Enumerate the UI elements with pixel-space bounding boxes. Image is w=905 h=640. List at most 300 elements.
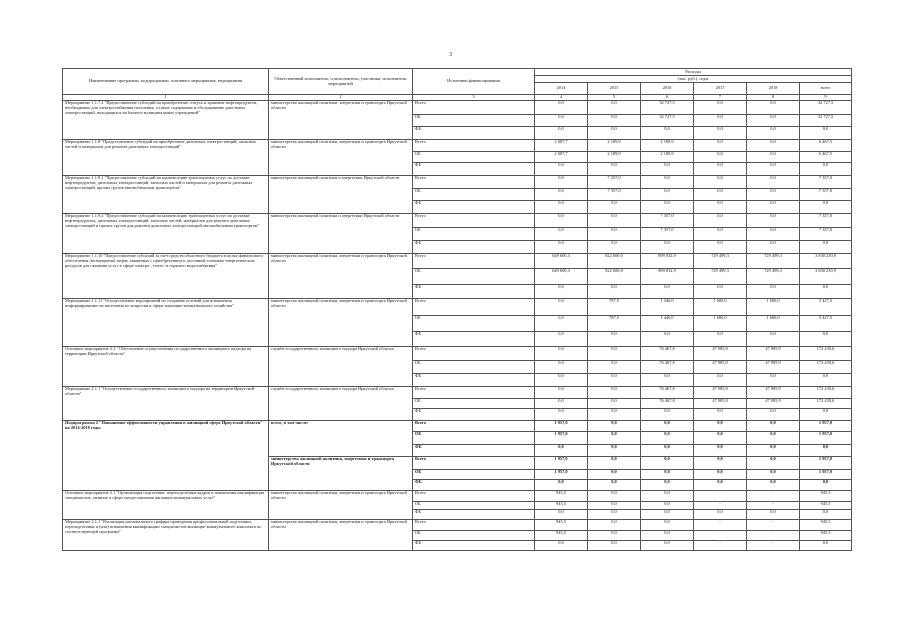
program-name: Мероприятие 1.1.9.2 "Предоставление субсидий на компенсацию транспортных услуг по доставке нефтепродуктов, дизельных электростанций, запасных частей, материалов для ремонта дизельных электростанций и прочих грузов для ремонта дизельных электростанций автомобильным транспортом" bbox=[63, 213, 269, 254]
source-cell: ОБ bbox=[413, 469, 535, 479]
value-cell: 945,5 bbox=[800, 530, 852, 540]
value-cell: 0,0 bbox=[588, 479, 641, 491]
value-cell: 0,0 bbox=[800, 510, 852, 520]
executor-cell: министерство жилищной политики и энергетики Иркутской области bbox=[269, 213, 413, 254]
value-cell: 2 189,9 bbox=[641, 151, 694, 163]
value-cell: 0,0 bbox=[535, 200, 588, 213]
value-cell: 0,0 bbox=[800, 241, 852, 254]
value-cell: 945,5 bbox=[535, 501, 588, 510]
header-executor: Ответственный исполнитель, соисполнители, участники, исполнители мероприятий bbox=[269, 69, 413, 95]
value-cell: 1 957,0 bbox=[535, 432, 588, 445]
value-cell: 0,0 bbox=[800, 200, 852, 213]
value-cell: 0,0 bbox=[641, 189, 694, 201]
value-cell: 0,0 bbox=[800, 284, 852, 298]
value-cell: 0,0 bbox=[641, 469, 694, 479]
program-name: Основное мероприятие 2.1. "Обеспечение осуществления государственного жилищного надзора на территории Иркутской области" bbox=[63, 346, 269, 387]
source-cell: ФБ bbox=[413, 284, 535, 298]
value-cell: 0,0 bbox=[588, 409, 641, 421]
executor-cell: служба государственного жилищного надзора Иркутской области bbox=[269, 387, 413, 420]
value-cell: 0,0 bbox=[800, 127, 852, 140]
source-cell: ОБ bbox=[413, 228, 535, 241]
value-cell: 47 985,9 bbox=[747, 346, 800, 360]
value-cell: 945,5 bbox=[535, 530, 588, 540]
source-cell: ОБ bbox=[413, 501, 535, 510]
value-cell: 0,0 bbox=[588, 241, 641, 254]
value-cell: 0,0 bbox=[747, 420, 800, 432]
value-cell: - bbox=[694, 501, 747, 510]
program-name: Мероприятие 2.1.1 "Реализация регионального графика проведения профессиональной подготовки, переподготовки и (или) повышения квалификации специалистов жилищно-коммунального комплекса по соответствующей программе" bbox=[63, 520, 269, 551]
value-cell: 7 357,0 bbox=[588, 176, 641, 189]
source-cell: ФБ bbox=[413, 510, 535, 520]
value-cell: 47 985,9 bbox=[694, 387, 747, 399]
value-cell: 0,0 bbox=[641, 510, 694, 520]
value-cell: 6 467,5 bbox=[800, 140, 852, 152]
value-cell: 7 357,0 bbox=[800, 228, 852, 241]
subprogram-name: Подпрограмма 2 "Повышение эффективности управления в жилищной сфере Иркутской области" на 2014-2018 годы bbox=[63, 420, 269, 491]
value-cell: 3 830 230,9 bbox=[800, 254, 852, 268]
value-cell: 729 499,3 bbox=[694, 268, 747, 284]
source-cell: ФБ bbox=[413, 409, 535, 421]
source-cell: ФБ bbox=[413, 374, 535, 387]
source-cell: ФБ bbox=[413, 241, 535, 254]
value-cell: 0,0 bbox=[694, 445, 747, 457]
value-cell: 0,0 bbox=[588, 432, 641, 445]
value-cell: 47 985,9 bbox=[694, 398, 747, 408]
value-cell: 0,0 bbox=[535, 189, 588, 201]
value-cell: 0,0 bbox=[535, 409, 588, 421]
executor-cell: министерство жилищной политики, энергетики и транспорта Иркутской области bbox=[269, 491, 413, 520]
value-cell: 945,5 bbox=[535, 520, 588, 530]
value-cell: - bbox=[694, 540, 747, 550]
value-cell: 0,0 bbox=[800, 445, 852, 457]
value-cell: 729 499,3 bbox=[747, 254, 800, 268]
header-total: всего bbox=[800, 83, 852, 95]
value-cell: 0,0 bbox=[588, 127, 641, 140]
value-cell: 7 357,0 bbox=[800, 189, 852, 201]
value-cell: 0,0 bbox=[588, 284, 641, 298]
source-cell: Всего bbox=[413, 520, 535, 530]
table-row bbox=[63, 213, 852, 227]
value-cell: 0,0 bbox=[694, 200, 747, 213]
value-cell: 0,0 bbox=[694, 151, 747, 163]
value-cell: 2 087,7 bbox=[535, 140, 588, 152]
source-cell: Всего bbox=[413, 176, 535, 189]
program-name: Мероприятие 1.1.8 "Предоставление субсидий на приобретение дизельных электростанций, запасных частей и материалов для ремонта дизельных электростанций" bbox=[63, 140, 269, 176]
value-cell: 2 189,9 bbox=[588, 140, 641, 152]
program-name: Мероприятие 1.1.10 "Предоставление субсидий за счет средств областного бюджета в целях финансового обеспечения (возмещения) затрат, связанных с приобретением и доставкой топливно-энергетических ресурсов для оказания услуг в сфере электро-, тепло- и горячего водоснабжения" bbox=[63, 254, 269, 299]
header-name: Наименование программы, подпрограммы, основного мероприятия, мероприятия bbox=[63, 69, 269, 95]
value-cell: 0,0 bbox=[694, 332, 747, 346]
source-cell: Всего bbox=[413, 346, 535, 360]
value-cell: 1 600,0 bbox=[747, 316, 800, 332]
value-cell: 76 467,8 bbox=[641, 361, 694, 374]
value-cell: - bbox=[747, 530, 800, 540]
value-cell: 1 957,0 bbox=[535, 456, 588, 469]
source-cell: ФБ bbox=[413, 200, 535, 213]
source-cell: ОБ bbox=[413, 189, 535, 201]
value-cell: 1 440,0 bbox=[641, 316, 694, 332]
value-cell: 0,0 bbox=[535, 316, 588, 332]
executor-cell: министерство жилищной политики, энергетики и транспорта Иркутской области bbox=[269, 520, 413, 551]
value-cell: 0,0 bbox=[641, 479, 694, 491]
value-cell: 0,0 bbox=[588, 510, 641, 520]
value-cell: 0,0 bbox=[588, 398, 641, 408]
column-index: 3 bbox=[413, 95, 535, 101]
source-cell: ОБ bbox=[413, 432, 535, 445]
value-cell: 0,0 bbox=[588, 200, 641, 213]
value-cell: 7 357,0 bbox=[800, 176, 852, 189]
value-cell: 0,0 bbox=[535, 361, 588, 374]
value-cell: 0,0 bbox=[535, 176, 588, 189]
table-row bbox=[63, 176, 852, 189]
value-cell: 945,5 bbox=[800, 491, 852, 501]
source-cell: ФБ bbox=[413, 445, 535, 457]
source-cell: Всего bbox=[413, 387, 535, 399]
value-cell: 0,0 bbox=[747, 241, 800, 254]
value-cell: 0,0 bbox=[747, 189, 800, 201]
source-cell: Всего bbox=[413, 254, 535, 268]
value-cell: 0,0 bbox=[800, 409, 852, 421]
value-cell: 1 957,0 bbox=[535, 469, 588, 479]
table-row bbox=[63, 387, 852, 399]
table-row bbox=[63, 299, 852, 316]
value-cell: 0,0 bbox=[641, 409, 694, 421]
value-cell: 1 600,0 bbox=[694, 316, 747, 332]
value-cell: 0,0 bbox=[641, 241, 694, 254]
executor-cell: министерство жилищной политики, энергетики и транспорта Иркутской области bbox=[269, 101, 413, 140]
value-cell: 0,0 bbox=[694, 510, 747, 520]
source-cell: Всего bbox=[413, 213, 535, 227]
value-cell: 0,0 bbox=[588, 101, 641, 115]
value-cell: 0,0 bbox=[800, 374, 852, 387]
value-cell: 32 727,5 bbox=[800, 115, 852, 127]
value-cell: 0,0 bbox=[535, 374, 588, 387]
source-cell: ОБ bbox=[413, 115, 535, 127]
value-cell: 0,0 bbox=[694, 374, 747, 387]
value-cell: 0,0 bbox=[747, 163, 800, 176]
value-cell: 172 439,6 bbox=[800, 361, 852, 374]
value-cell: 729 499,3 bbox=[747, 268, 800, 284]
value-cell: 0,0 bbox=[588, 530, 641, 540]
value-cell: 0,0 bbox=[588, 491, 641, 501]
value-cell: 1 957,0 bbox=[535, 420, 588, 432]
value-cell: 0,0 bbox=[747, 479, 800, 491]
program-name: Мероприятие 1.1.9.1 "Предоставление субсидий на компенсацию транспортных услуг по доставке нефтепродуктов, дизельных электростанций, запасных частей и материалов для ремонта дизельных электростанций, прочих грузов автомобильным транспортом" bbox=[63, 176, 269, 214]
value-cell: 0,0 bbox=[535, 346, 588, 360]
value-cell: 0,0 bbox=[535, 398, 588, 408]
value-cell: 0,0 bbox=[694, 101, 747, 115]
executor-cell: министерство жилищной политики, энергетики и транспорта Иркутской области bbox=[269, 299, 413, 347]
header-source: Источники финансирования bbox=[413, 69, 535, 95]
value-cell: 1 600,0 bbox=[694, 299, 747, 316]
source-cell: Всего bbox=[413, 420, 535, 432]
column-index: 1 bbox=[63, 95, 269, 101]
program-name: Мероприятие 1.1.7.2 "Предоставление субсидий на приобретение, отпуск и хранение нефтепродуктов, необходимых для электроснабжения населения, а также содержание и обслуживание дизельных электростанций, находящихся на балансе муниципальных учреждений" bbox=[63, 101, 269, 140]
value-cell: 0,0 bbox=[747, 213, 800, 227]
value-cell: 1 957,0 bbox=[800, 420, 852, 432]
value-cell: 0,0 bbox=[747, 200, 800, 213]
value-cell: 0,0 bbox=[535, 228, 588, 241]
value-cell: 0,0 bbox=[641, 520, 694, 530]
value-cell: 172 439,6 bbox=[800, 346, 852, 360]
value-cell: 0,0 bbox=[641, 176, 694, 189]
value-cell: 0,0 bbox=[694, 469, 747, 479]
value-cell: 76 467,8 bbox=[641, 387, 694, 399]
column-index: 5 bbox=[588, 95, 641, 101]
value-cell: 0,0 bbox=[694, 409, 747, 421]
value-cell: 0,0 bbox=[747, 151, 800, 163]
value-cell: 0,0 bbox=[588, 540, 641, 550]
source-cell: ОБ bbox=[413, 316, 535, 332]
value-cell: 0,0 bbox=[535, 284, 588, 298]
value-cell: 0,0 bbox=[694, 420, 747, 432]
value-cell: 0,0 bbox=[694, 456, 747, 469]
value-cell: 0,0 bbox=[694, 163, 747, 176]
value-cell: 0,0 bbox=[747, 510, 800, 520]
header-year: 2015 bbox=[588, 83, 641, 95]
value-cell: 0,0 bbox=[588, 420, 641, 432]
value-cell: 0,0 bbox=[588, 520, 641, 530]
value-cell: 0,0 bbox=[641, 284, 694, 298]
value-cell: 945,5 bbox=[800, 520, 852, 530]
value-cell: 3 830 230,9 bbox=[800, 268, 852, 284]
source-cell: ОБ bbox=[413, 398, 535, 408]
value-cell: 0,0 bbox=[747, 127, 800, 140]
source-cell: Всего bbox=[413, 140, 535, 152]
value-cell: 0,0 bbox=[641, 530, 694, 540]
column-index: 6 bbox=[641, 95, 694, 101]
value-cell: 2 087,7 bbox=[535, 151, 588, 163]
value-cell: 0,0 bbox=[535, 445, 588, 457]
value-cell: 0,0 bbox=[747, 101, 800, 115]
source-cell: ФБ bbox=[413, 332, 535, 346]
value-cell: 0,0 bbox=[535, 163, 588, 176]
value-cell: 1 957,0 bbox=[800, 456, 852, 469]
value-cell: 0,0 bbox=[641, 200, 694, 213]
source-cell: ФБ bbox=[413, 163, 535, 176]
value-cell: - bbox=[747, 491, 800, 501]
value-cell: - bbox=[747, 540, 800, 550]
value-cell: 76 467,8 bbox=[641, 398, 694, 408]
header-year: 2018 bbox=[747, 83, 800, 95]
value-cell: 2 189,9 bbox=[641, 140, 694, 152]
executor-cell: служба государственного жилищного надзора Иркутской области bbox=[269, 346, 413, 387]
value-cell: 76 467,8 bbox=[641, 346, 694, 360]
executor-cell: министерство жилищной политики, энергетики и транспорта Иркутской области bbox=[269, 140, 413, 176]
value-cell: 0,0 bbox=[641, 163, 694, 176]
value-cell: 0,0 bbox=[535, 101, 588, 115]
value-cell: 787,5 bbox=[588, 299, 641, 316]
value-cell: 0,0 bbox=[641, 491, 694, 501]
value-cell: 787,5 bbox=[588, 316, 641, 332]
executor-cell: министерство жилищной политики, энергетики и транспорта Иркутской области bbox=[269, 254, 413, 299]
column-index: 2 bbox=[269, 95, 413, 101]
value-cell: 0,0 bbox=[641, 456, 694, 469]
value-cell: 47 985,9 bbox=[694, 346, 747, 360]
value-cell: 0,0 bbox=[588, 361, 641, 374]
value-cell: 47 985,9 bbox=[694, 361, 747, 374]
table-row bbox=[63, 520, 852, 530]
page-number: 3 bbox=[449, 52, 452, 58]
value-cell: 0,0 bbox=[747, 228, 800, 241]
value-cell: 0,0 bbox=[588, 115, 641, 127]
value-cell: 0,0 bbox=[535, 241, 588, 254]
value-cell: 0,0 bbox=[694, 284, 747, 298]
value-cell: 0,0 bbox=[747, 456, 800, 469]
value-cell: 0,0 bbox=[535, 540, 588, 550]
column-index: 7 bbox=[694, 95, 747, 101]
value-cell: 0,0 bbox=[747, 469, 800, 479]
value-cell: 0,0 bbox=[641, 445, 694, 457]
budget-table bbox=[62, 68, 852, 551]
value-cell: 0,0 bbox=[535, 127, 588, 140]
source-cell: ОБ bbox=[413, 361, 535, 374]
table-row bbox=[63, 346, 852, 360]
value-cell: 32 727,5 bbox=[641, 101, 694, 115]
value-cell: 32 727,5 bbox=[800, 101, 852, 115]
source-cell: Всего bbox=[413, 491, 535, 501]
value-cell: 5 427,5 bbox=[800, 299, 852, 316]
value-cell: 7 357,0 bbox=[641, 228, 694, 241]
value-cell: 0,0 bbox=[800, 163, 852, 176]
value-cell: 0,0 bbox=[641, 332, 694, 346]
source-cell: Всего bbox=[413, 101, 535, 115]
value-cell: 0,0 bbox=[694, 479, 747, 491]
value-cell: 1 440,0 bbox=[641, 299, 694, 316]
source-cell: ОБ bbox=[413, 530, 535, 540]
executor-cell: всего, в том числе: bbox=[269, 420, 413, 456]
value-cell: 0,0 bbox=[588, 469, 641, 479]
value-cell: 1 957,0 bbox=[800, 432, 852, 445]
header-year: 2014 bbox=[535, 83, 588, 95]
value-cell: 47 985,9 bbox=[747, 387, 800, 399]
value-cell: 47 985,9 bbox=[747, 398, 800, 408]
header-expenses: Расходы bbox=[535, 69, 852, 76]
value-cell: 0,0 bbox=[588, 163, 641, 176]
value-cell: 47 985,9 bbox=[747, 361, 800, 374]
value-cell: 0,0 bbox=[535, 387, 588, 399]
value-cell: 0,0 bbox=[641, 540, 694, 550]
value-cell: 0,0 bbox=[800, 540, 852, 550]
value-cell: 172 439,6 bbox=[800, 387, 852, 399]
value-cell: 0,0 bbox=[800, 479, 852, 491]
table-row bbox=[63, 101, 852, 115]
executor-cell: министерство жилищной политики, энергетики и транспорта Иркутской области bbox=[269, 456, 413, 491]
value-cell: 945,5 bbox=[535, 491, 588, 501]
value-cell: 0,0 bbox=[694, 228, 747, 241]
value-cell: 0,0 bbox=[588, 501, 641, 510]
value-cell: 0,0 bbox=[588, 346, 641, 360]
column-index: 8 bbox=[747, 95, 800, 101]
value-cell: 172 439,6 bbox=[800, 398, 852, 408]
value-cell: 0,0 bbox=[747, 284, 800, 298]
value-cell: 0,0 bbox=[535, 332, 588, 346]
source-cell: ФБ bbox=[413, 127, 535, 140]
value-cell: - bbox=[694, 520, 747, 530]
value-cell: 899 032,9 bbox=[641, 254, 694, 268]
value-cell: - bbox=[747, 520, 800, 530]
program-name: Основное мероприятие 2.1 "Организация подготовки, переподготовки кадров и повышения квалификации специалистов, занятых в сфере предоставления жилищно-коммунальных услуг" bbox=[63, 491, 269, 520]
value-cell: 0,0 bbox=[535, 479, 588, 491]
value-cell: 0,0 bbox=[694, 140, 747, 152]
value-cell: 0,0 bbox=[641, 127, 694, 140]
column-index: 9 bbox=[800, 95, 852, 101]
value-cell: 0,0 bbox=[747, 374, 800, 387]
value-cell: 0,0 bbox=[588, 332, 641, 346]
value-cell: 0,0 bbox=[535, 299, 588, 316]
value-cell: 822 600,0 bbox=[588, 254, 641, 268]
column-index: 4 bbox=[535, 95, 588, 101]
value-cell: 2 189,9 bbox=[588, 151, 641, 163]
value-cell: 0,0 bbox=[588, 374, 641, 387]
value-cell: 0,0 bbox=[588, 228, 641, 241]
source-cell: Всего bbox=[413, 299, 535, 316]
table-row bbox=[63, 491, 852, 501]
value-cell: 0,0 bbox=[694, 241, 747, 254]
source-cell: ОБ bbox=[413, 268, 535, 284]
program-name: Мероприятие 1.1.11 "Осуществление мероприятий по созданию условий для повышения информированности населения по вопросам в сфере жилищно-коммунального хозяйства" bbox=[63, 299, 269, 347]
table-row bbox=[63, 140, 852, 152]
value-cell: 0,0 bbox=[588, 213, 641, 227]
value-cell: 1 600,0 bbox=[747, 299, 800, 316]
value-cell: 0,0 bbox=[535, 510, 588, 520]
value-cell: 0,0 bbox=[694, 176, 747, 189]
value-cell: 7 357,0 bbox=[588, 189, 641, 201]
source-cell: Всего bbox=[413, 456, 535, 469]
value-cell: 0,0 bbox=[694, 213, 747, 227]
value-cell: 0,0 bbox=[694, 127, 747, 140]
value-cell: 0,0 bbox=[747, 140, 800, 152]
executor-cell: министерство жилищной политики и энергетики Иркутской области bbox=[269, 176, 413, 214]
value-cell: 0,0 bbox=[535, 115, 588, 127]
value-cell: 0,0 bbox=[694, 432, 747, 445]
value-cell: 0,0 bbox=[694, 189, 747, 201]
header-year: 2017 bbox=[694, 83, 747, 95]
value-cell: 649 600,3 bbox=[535, 254, 588, 268]
value-cell: 0,0 bbox=[588, 456, 641, 469]
value-cell: 649 600,3 bbox=[535, 268, 588, 284]
value-cell: 0,0 bbox=[588, 445, 641, 457]
value-cell: 1 957,0 bbox=[800, 469, 852, 479]
value-cell: 0,0 bbox=[747, 332, 800, 346]
program-name: Мероприятие 2.1.1 "Осуществление государственного жилищного надзора на территории Иркутской области" bbox=[63, 387, 269, 420]
source-cell: ФБ bbox=[413, 479, 535, 491]
source-cell: ОБ bbox=[413, 151, 535, 163]
value-cell: 0,0 bbox=[747, 409, 800, 421]
value-cell: 0,0 bbox=[535, 213, 588, 227]
value-cell: 729 499,3 bbox=[694, 254, 747, 268]
value-cell: 32 727,5 bbox=[641, 115, 694, 127]
source-cell: ФБ bbox=[413, 540, 535, 550]
value-cell: 0,0 bbox=[641, 374, 694, 387]
header-unit: (тыс. руб.), годы bbox=[535, 76, 852, 83]
value-cell: - bbox=[747, 501, 800, 510]
value-cell: 899 032,9 bbox=[641, 268, 694, 284]
value-cell: 0,0 bbox=[747, 445, 800, 457]
value-cell: - bbox=[694, 530, 747, 540]
value-cell: 0,0 bbox=[694, 115, 747, 127]
table-row bbox=[63, 254, 852, 268]
value-cell: 0,0 bbox=[641, 501, 694, 510]
value-cell: 6 467,5 bbox=[800, 151, 852, 163]
value-cell: 0,0 bbox=[800, 332, 852, 346]
value-cell: 0,0 bbox=[641, 420, 694, 432]
value-cell: 822 600,0 bbox=[588, 268, 641, 284]
value-cell: 7 357,0 bbox=[641, 213, 694, 227]
value-cell: - bbox=[694, 491, 747, 501]
budget-body bbox=[63, 101, 852, 551]
value-cell: 0,0 bbox=[747, 115, 800, 127]
